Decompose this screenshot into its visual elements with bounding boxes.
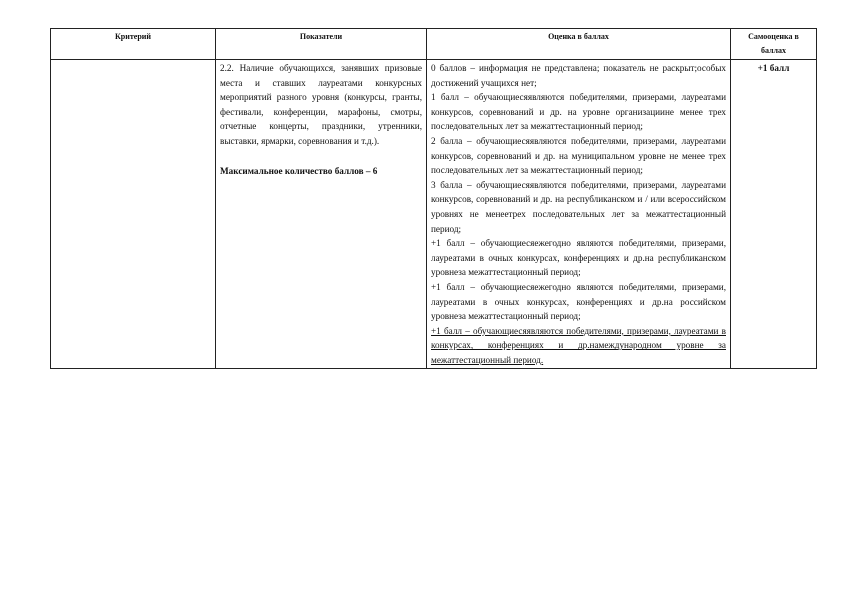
header-indicators: Показатели [216, 29, 427, 60]
indicator-cell [216, 60, 427, 369]
criteria-table [50, 28, 817, 369]
score-2: 2 балла – обучающиесяявляются победителями, призерами, лауреатами конкурсов, соревнований и др. на муниципальном уровне не менее трех последовательных лет за межаттестационный период; [431, 135, 726, 176]
self-score-cell: +1 балл [731, 60, 817, 369]
criterion-cell [51, 60, 216, 369]
score-1: 1 балл – обучающиесяявляются победителями, призерами, лауреатами конкурсов, соревнований и др. на уровне организациине менее трех последовательных лет за межаттестационный период; [431, 92, 726, 132]
score-cell [427, 60, 731, 369]
header-criterion: Критерий [51, 29, 216, 60]
table-row [51, 60, 817, 369]
score-bonus-russia: +1 балл – обучающиесяежегодно являются победителями, призерами, лауреатами в очных конкурсах, конференциях и др.на российском уровнеза межаттестационный период; [431, 281, 726, 322]
max-points: Максимальное количество баллов – 6 [220, 165, 378, 176]
header-score: Оценка в баллах [427, 29, 731, 60]
score-bonus-republic: +1 балл – обучающиесяежегодно являются победителями, призерами, лауреатами в очных конкурсах, конференциях и др.на республиканском уровнеза межаттестационный период; [431, 238, 726, 278]
score-3: 3 балла – обучающиесяявляются победителями, призерами, лауреатами конкурсов, соревнований и др. на республиканском и / или всероссийском уровнях не менеетрех последовательных лет за межаттестационный период; [431, 179, 726, 234]
indicator-text: 2.2. Наличие обучающихся, занявших призовые места и ставших лауреатами конкурсных мероприятий разного уровня (конкурсы, гранты, фестивали, конференции, марафоны, смотры, отчетные концерты, праздники, утренники, выставки, ярмарки, соревнования и т.д.). [220, 63, 422, 146]
header-row [51, 29, 817, 60]
header-self-score: Самооценка в баллах [731, 29, 817, 60]
score-bonus-international: +1 балл – обучающиесяявляются победителями, призерами, лауреатами в конкурсах, конференциях и др.намеждународном уровне за межаттестационный период. [431, 325, 726, 365]
score-0: 0 баллов – информация не представлена; показатель не раскрыт;особых достижений учащихся нет; [431, 63, 726, 88]
